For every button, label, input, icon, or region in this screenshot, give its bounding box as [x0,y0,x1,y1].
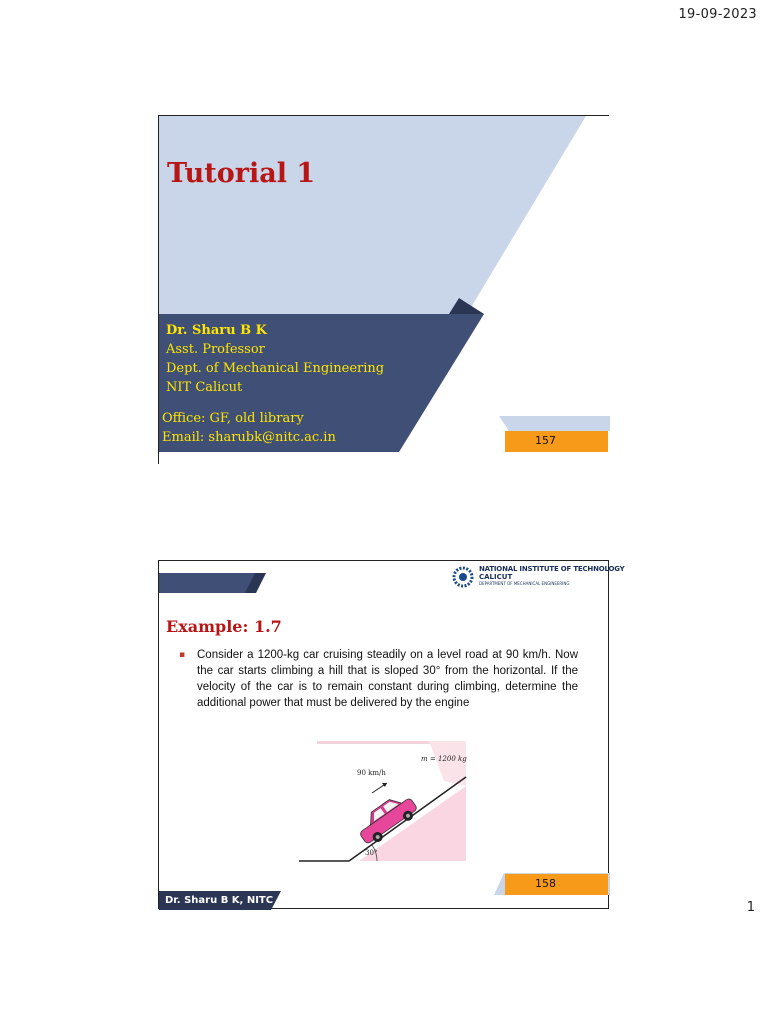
slide-158 [158,560,625,909]
slide-number: 158 [535,877,556,890]
speed-label: 90 km/h [357,769,386,777]
slide-number-tag [505,431,608,452]
problem-text: Consider a 1200-kg car cruising steadily on a level road at 90 km/h. Now the car starts climbing a hill that is sloped 30° from the horizontal. If the velocity of the car is to remain constant during climbing, determine the additional power that must be delivered by the engine [197,649,578,709]
author-role: Asst. Professor [166,342,265,357]
bullet-icon: ▪ [179,650,186,660]
author-name: Dr. Sharu B K [166,323,267,338]
logo-line-1: NATIONAL INSTITUTE OF TECHNOLOGY [479,565,625,573]
page-date: 19-09-2023 [678,7,757,22]
slide-title: Tutorial 1 [167,158,316,189]
tag-shape [505,874,608,895]
logo-line-3: DEPARTMENT OF MECHANICAL ENGINEERING [479,581,570,586]
page-number: 1 [746,900,755,915]
slide-footer: Dr. Sharu B K, NITC [165,895,274,906]
contact-info [162,409,336,447]
institute-emblem-icon [452,566,474,588]
author-institute: NIT Calicut [166,380,243,395]
office-text: Office: GF, old library [162,411,304,426]
car-on-slope-figure [299,741,469,866]
author-info [166,321,384,397]
tag-shape [505,431,608,452]
mass-label: m = 1200 kg [421,755,467,763]
slide-number: 157 [535,434,556,447]
email-text: Email: sharubk@nitc.ac.in [162,430,336,445]
angle-label: 30° [365,849,378,857]
slide-157 [158,115,609,464]
slide-number-tag [505,874,608,895]
example-heading: Example: 1.7 [166,617,282,636]
institute-logo [452,564,625,590]
author-department: Dept. of Mechanical Engineering [166,361,385,376]
logo-line-2: CALICUT [479,573,513,581]
